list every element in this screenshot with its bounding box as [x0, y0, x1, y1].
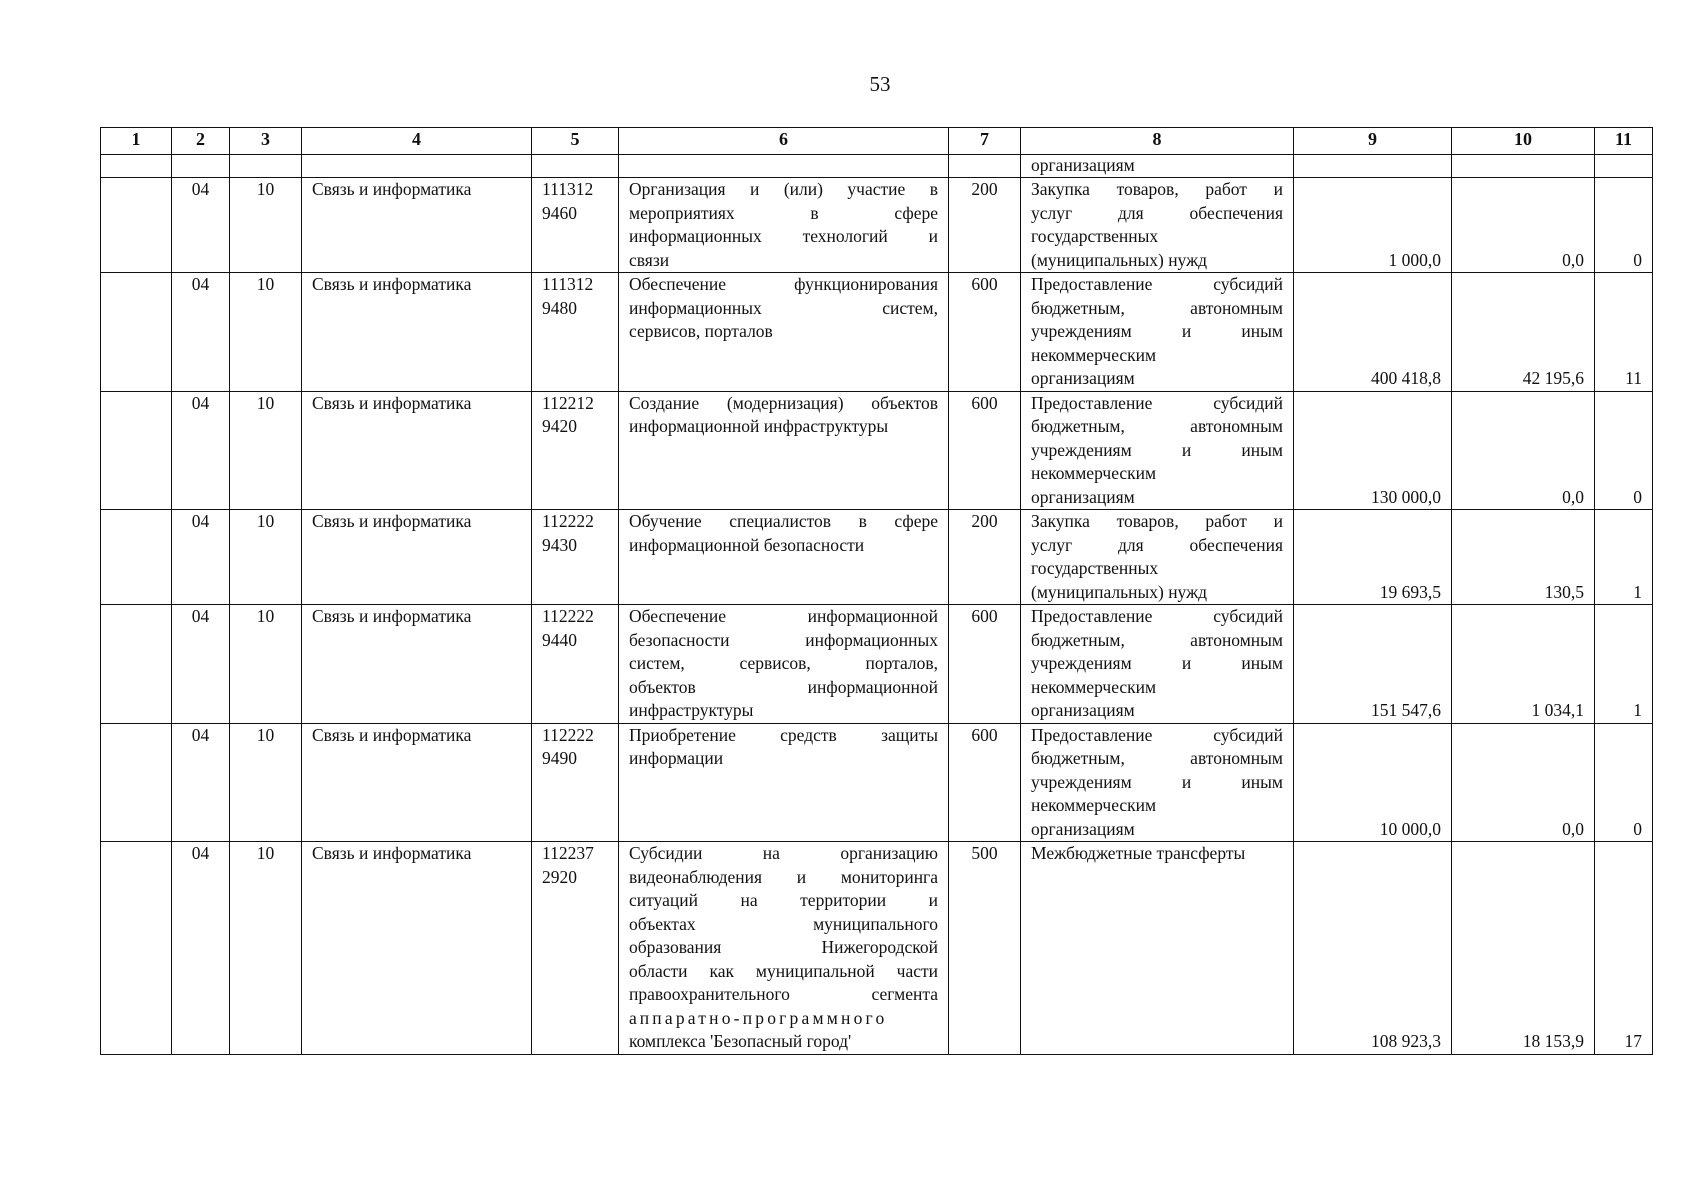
col-header-3: 3: [230, 128, 302, 155]
expense-name-line: Предоставление субсидий: [1031, 392, 1283, 413]
cell-expense-name: [1021, 510, 1294, 605]
cell-subsection: 10: [230, 178, 302, 273]
cell-target-code: [532, 178, 619, 273]
description-line: ситуаций на территории и: [629, 890, 938, 910]
expense-name-line: (муниципальных) нужд: [1031, 581, 1208, 602]
cell-percent: 1: [1595, 605, 1653, 724]
cell-subsection: 10: [230, 605, 302, 724]
description-line: мероприятиях в сфере: [629, 202, 938, 223]
table-row: [101, 510, 1653, 605]
cell-amount-executed: 42 195,6: [1452, 273, 1595, 392]
cell-expense-name: [1021, 391, 1294, 510]
cell-expense-name: [1021, 723, 1294, 842]
expense-name-line: бюджетным, автономным: [1031, 629, 1283, 650]
description-line: объектов информационной: [629, 676, 938, 697]
description-line: Создание (модернизация) объектов: [629, 392, 938, 413]
cell-amount: 130 000,0: [1294, 391, 1452, 510]
description-line: Приобретение средств защиты: [629, 724, 938, 745]
cell-expense-type: 600: [949, 273, 1021, 392]
description-line: аппаратно-программного: [629, 1007, 888, 1028]
target-code-part2: 9490: [542, 748, 577, 768]
cell-col1: [101, 178, 172, 273]
cell-expense-type: 600: [949, 605, 1021, 724]
expense-name-line: государственных: [1031, 558, 1159, 578]
target-code-part1: 111312: [542, 274, 594, 294]
cell-subsection: 10: [230, 723, 302, 842]
cell-expense-name: [1021, 605, 1294, 724]
expense-name-line: учреждениям и иным: [1031, 771, 1283, 792]
col-header-4: 4: [302, 128, 532, 155]
col-header-10: 10: [1452, 128, 1595, 155]
cell-section: 04: [172, 273, 230, 392]
cell-amount-executed: 130,5: [1452, 510, 1595, 605]
table-row: [101, 391, 1653, 510]
expense-name-line: Предоставление субсидий: [1031, 724, 1283, 745]
expense-name-line: организациям: [1031, 700, 1135, 720]
cell-expense-type: 200: [949, 510, 1021, 605]
description-line: информации: [629, 748, 724, 768]
cell-amount: 151 547,6: [1294, 605, 1452, 724]
cell-amount: 19 693,5: [1294, 510, 1452, 605]
cell-description: [619, 723, 949, 842]
expense-name-line: бюджетным, автономным: [1031, 297, 1283, 318]
description-line: Обеспечение информационной: [629, 606, 938, 626]
cell-amount: 108 923,3: [1294, 842, 1452, 1055]
cell-section-name: Связь и информатика: [302, 510, 532, 605]
cell-expense-type: 600: [949, 391, 1021, 510]
description-line: объектах муниципального: [629, 913, 938, 934]
cell-col1: [101, 842, 172, 1055]
cell-section-name: Связь и информатика: [302, 723, 532, 842]
cell-col1: [101, 273, 172, 392]
cell-amount-executed: 0,0: [1452, 178, 1595, 273]
col-header-6: 6: [619, 128, 949, 155]
cell-col1: [101, 510, 172, 605]
description-line: Обеспечение функционирования: [629, 274, 938, 294]
col-header-11: 11: [1595, 128, 1653, 155]
expense-name-line: Закупка товаров, работ и: [1031, 179, 1283, 199]
continuation-type: организациям: [1021, 155, 1294, 178]
description-line: информационных технологий и: [629, 226, 938, 246]
header-row: [101, 128, 1653, 155]
cell-section: 04: [172, 510, 230, 605]
expense-name-line: государственных: [1031, 226, 1159, 246]
cell-col1: [101, 605, 172, 724]
col-header-5: 5: [532, 128, 619, 155]
cell-amount-executed: 0,0: [1452, 391, 1595, 510]
cell-amount-executed: 1 034,1: [1452, 605, 1595, 724]
description-line: безопасности информационных: [629, 629, 938, 650]
table-row: [101, 723, 1653, 842]
target-code-part1: 111312: [542, 179, 594, 199]
cell-amount-executed: 0,0: [1452, 723, 1595, 842]
cell-section: 04: [172, 391, 230, 510]
cell-target-code: [532, 391, 619, 510]
cell-section: 04: [172, 842, 230, 1055]
cell-col1: [101, 391, 172, 510]
col-header-7: 7: [949, 128, 1021, 155]
target-code-part2: 2920: [542, 866, 577, 887]
description-line: информационных систем,: [629, 297, 938, 318]
continuation-row: [101, 155, 1653, 178]
cell-section-name: Связь и информатика: [302, 178, 532, 273]
cell-percent: 17: [1595, 842, 1653, 1055]
cell-amount: 1 000,0: [1294, 178, 1452, 273]
cell-amount-executed: 18 153,9: [1452, 842, 1595, 1055]
col-header-2: 2: [172, 128, 230, 155]
cell-expense-name: [1021, 842, 1294, 1055]
cell-expense-type: 500: [949, 842, 1021, 1055]
table-row: [101, 605, 1653, 724]
expense-name-line: организациям: [1031, 368, 1135, 388]
description-line: образования Нижегородской: [629, 937, 938, 957]
cell-expense-name: [1021, 178, 1294, 273]
description-line: правоохранительного сегмента: [629, 984, 938, 1004]
cell-section-name: Связь и информатика: [302, 842, 532, 1055]
budget-table: [100, 127, 1653, 1055]
cell-col1: [101, 723, 172, 842]
target-code-part2: 9440: [542, 629, 577, 650]
expense-name-line: некоммерческим: [1031, 676, 1157, 697]
expense-name-line: Межбюджетные трансферты: [1031, 843, 1246, 863]
target-code-part1: 112212: [542, 392, 594, 413]
page-number: 53: [869, 72, 891, 96]
expense-name-line: бюджетным, автономным: [1031, 416, 1283, 436]
cell-subsection: 10: [230, 842, 302, 1055]
cell-target-code: [532, 273, 619, 392]
target-code-part1: 112222: [542, 511, 594, 531]
description-line: Организация и (или) участие в: [629, 179, 938, 199]
cell-description: [619, 510, 949, 605]
expense-name-line: бюджетным, автономным: [1031, 748, 1283, 768]
cell-target-code: [532, 723, 619, 842]
description-line: видеонаблюдения и мониторинга: [629, 866, 938, 887]
cell-description: [619, 178, 949, 273]
expense-name-line: учреждениям и иным: [1031, 439, 1283, 460]
description-line: информационной инфраструктуры: [629, 416, 889, 436]
cell-subsection: 10: [230, 391, 302, 510]
target-code-part2: 9480: [542, 297, 577, 318]
col-header-1: 1: [101, 128, 172, 155]
cell-target-code: [532, 510, 619, 605]
expense-name-line: организациям: [1031, 486, 1135, 507]
expense-name-line: Закупка товаров, работ и: [1031, 511, 1283, 531]
expense-name-line: некоммерческим: [1031, 795, 1157, 815]
description-line: комплекса 'Безопасный город': [629, 1031, 852, 1051]
table-row: [101, 178, 1653, 273]
expense-name-line: некоммерческим: [1031, 463, 1157, 483]
expense-name-line: услуг для обеспечения: [1031, 202, 1283, 223]
description-line: области как муниципальной части: [629, 960, 938, 981]
expense-name-line: некоммерческим: [1031, 344, 1157, 365]
cell-description: [619, 391, 949, 510]
target-code-part2: 9420: [542, 416, 577, 436]
cell-percent: 0: [1595, 178, 1653, 273]
cell-expense-type: 200: [949, 178, 1021, 273]
target-code-part1: 112237: [542, 843, 594, 863]
cell-section-name: Связь и информатика: [302, 391, 532, 510]
cell-section-name: Связь и информатика: [302, 605, 532, 724]
cell-amount: 400 418,8: [1294, 273, 1452, 392]
description-line: инфраструктуры: [629, 700, 754, 720]
cell-amount: 10 000,0: [1294, 723, 1452, 842]
expense-name-line: Предоставление субсидий: [1031, 274, 1283, 294]
cell-percent: 11: [1595, 273, 1653, 392]
expense-name-line: учреждениям и иным: [1031, 653, 1283, 673]
expense-name-line: (муниципальных) нужд: [1031, 249, 1208, 270]
description-line: Обучение специалистов в сфере: [629, 511, 938, 531]
description-line: информационной безопасности: [629, 534, 865, 555]
target-code-part2: 9460: [542, 202, 577, 223]
description-line: Субсидии на организацию: [629, 843, 938, 863]
col-header-8: 8: [1021, 128, 1294, 155]
cell-subsection: 10: [230, 510, 302, 605]
description-line: систем, сервисов, порталов,: [629, 653, 938, 673]
expense-name-line: организациям: [1031, 818, 1135, 839]
expense-name-line: учреждениям и иным: [1031, 321, 1283, 341]
cell-description: [619, 605, 949, 724]
cell-section: 04: [172, 605, 230, 724]
cell-target-code: [532, 842, 619, 1055]
expense-name-line: Предоставление субсидий: [1031, 606, 1283, 626]
cell-expense-name: [1021, 273, 1294, 392]
expense-name-line: услуг для обеспечения: [1031, 534, 1283, 555]
description-line: сервисов, порталов: [629, 321, 773, 341]
cell-percent: 0: [1595, 391, 1653, 510]
cell-section-name: Связь и информатика: [302, 273, 532, 392]
cell-percent: 0: [1595, 723, 1653, 842]
table-row: [101, 842, 1653, 1055]
target-code-part1: 112222: [542, 724, 594, 745]
cell-target-code: [532, 605, 619, 724]
description-line: связи: [629, 249, 670, 270]
col-header-9: 9: [1294, 128, 1452, 155]
cell-subsection: 10: [230, 273, 302, 392]
cell-section: 04: [172, 723, 230, 842]
cell-description: [619, 842, 949, 1055]
cell-percent: 1: [1595, 510, 1653, 605]
target-code-part2: 9430: [542, 534, 577, 555]
target-code-part1: 112222: [542, 606, 594, 626]
cell-section: 04: [172, 178, 230, 273]
cell-description: [619, 273, 949, 392]
table-row: [101, 273, 1653, 392]
cell-expense-type: 600: [949, 723, 1021, 842]
